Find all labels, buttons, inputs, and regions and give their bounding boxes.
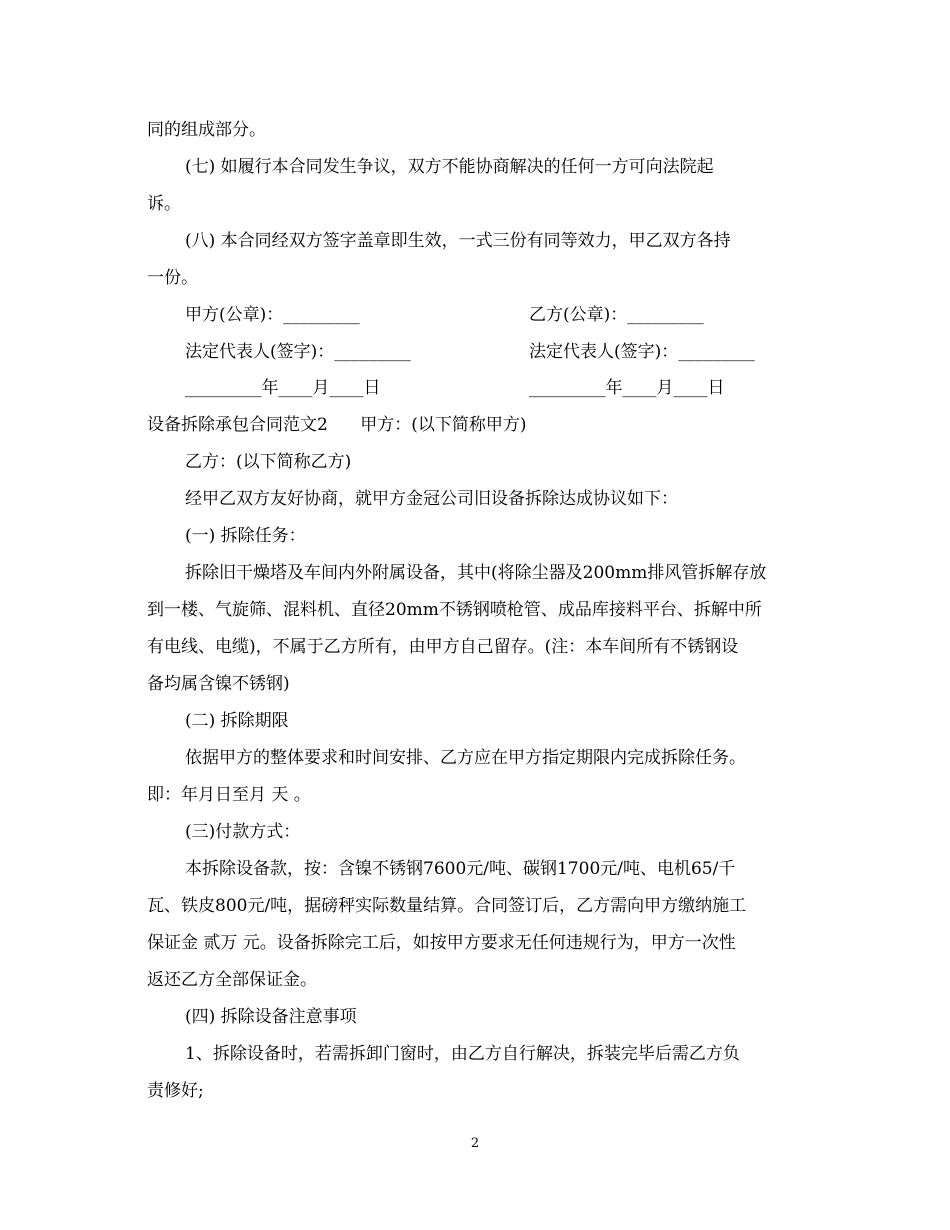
party-a-date-line: _________年____月____日: [185, 378, 381, 398]
text-line: 有电线、电缆)，不属于乙方所有，由甲方自己留存。(注：本车间所有不锈钢设: [147, 637, 739, 657]
party-b-date-line: _________年____月____日: [529, 378, 725, 398]
text-line: 一份。: [147, 268, 198, 288]
text-line: 乙方：(以下简称乙方): [185, 452, 352, 472]
text-line: 即：年月日至月 天 。: [147, 785, 311, 805]
party-b-rep-line: 法定代表人(签字)：_________: [529, 342, 755, 362]
party-b-seal-line: 乙方(公章)：_________: [529, 305, 704, 325]
text-line: 到一楼、气旋筛、混料机、直径20mm不锈钢喷枪管、成品库接料平台、拆解中所: [147, 600, 762, 620]
text-line: 备均属含镍不锈钢): [147, 674, 290, 694]
party-a-seal-line: 甲方(公章)：_________: [185, 305, 360, 325]
text-line: 本拆除设备款，按：含镍不锈钢7600元/吨、碳钢1700元/吨、电机65/千: [185, 859, 736, 879]
text-line: 拆除旧干燥塔及车间内外附属设备，其中(将除尘器及200mm排风管拆解存放: [185, 563, 767, 583]
section-heading: (二) 拆除期限: [185, 711, 289, 731]
section-heading: (一) 拆除任务：: [185, 526, 306, 546]
text-line: 瓦、铁皮800元/吨，据磅秤实际数量结算。合同签订后，乙方需向甲方缴纳施工: [147, 896, 747, 916]
text-line: 依据甲方的整体要求和时间安排、乙方应在甲方指定期限内完成拆除任务。: [185, 748, 746, 768]
text-line: (七) 如履行本合同发生争议，双方不能协商解决的任何一方可向法院起: [185, 157, 714, 177]
text-line: (八) 本合同经双方签字盖章即生效，一式三份有同等效力，甲乙双方各持: [185, 231, 731, 251]
section-title: 设备拆除承包合同范文2 甲方：(以下简称甲方): [147, 415, 527, 435]
text-line: 返还乙方全部保证金。: [147, 970, 317, 990]
text-line: 同的组成部分。: [147, 120, 266, 140]
text-line: 责修好;: [147, 1081, 204, 1101]
party-a-rep-line: 法定代表人(签字)：_________: [185, 342, 411, 362]
text-line: 诉。: [147, 194, 181, 214]
section-heading: (三)付款方式：: [185, 822, 301, 842]
text-line: 1、拆除设备时，若需拆卸门窗时，由乙方自行解决，拆装完毕后需乙方负: [185, 1044, 740, 1064]
section-heading: (四) 拆除设备注意事项: [185, 1007, 357, 1027]
page-number: 2: [470, 1136, 480, 1151]
text-line: 保证金 贰万 元。设备拆除完工后，如按甲方要求无任何违规行为，甲方一次性: [147, 933, 736, 953]
text-line: 经甲乙双方友好协商，就甲方金冠公司旧设备拆除达成协议如下：: [185, 489, 678, 509]
